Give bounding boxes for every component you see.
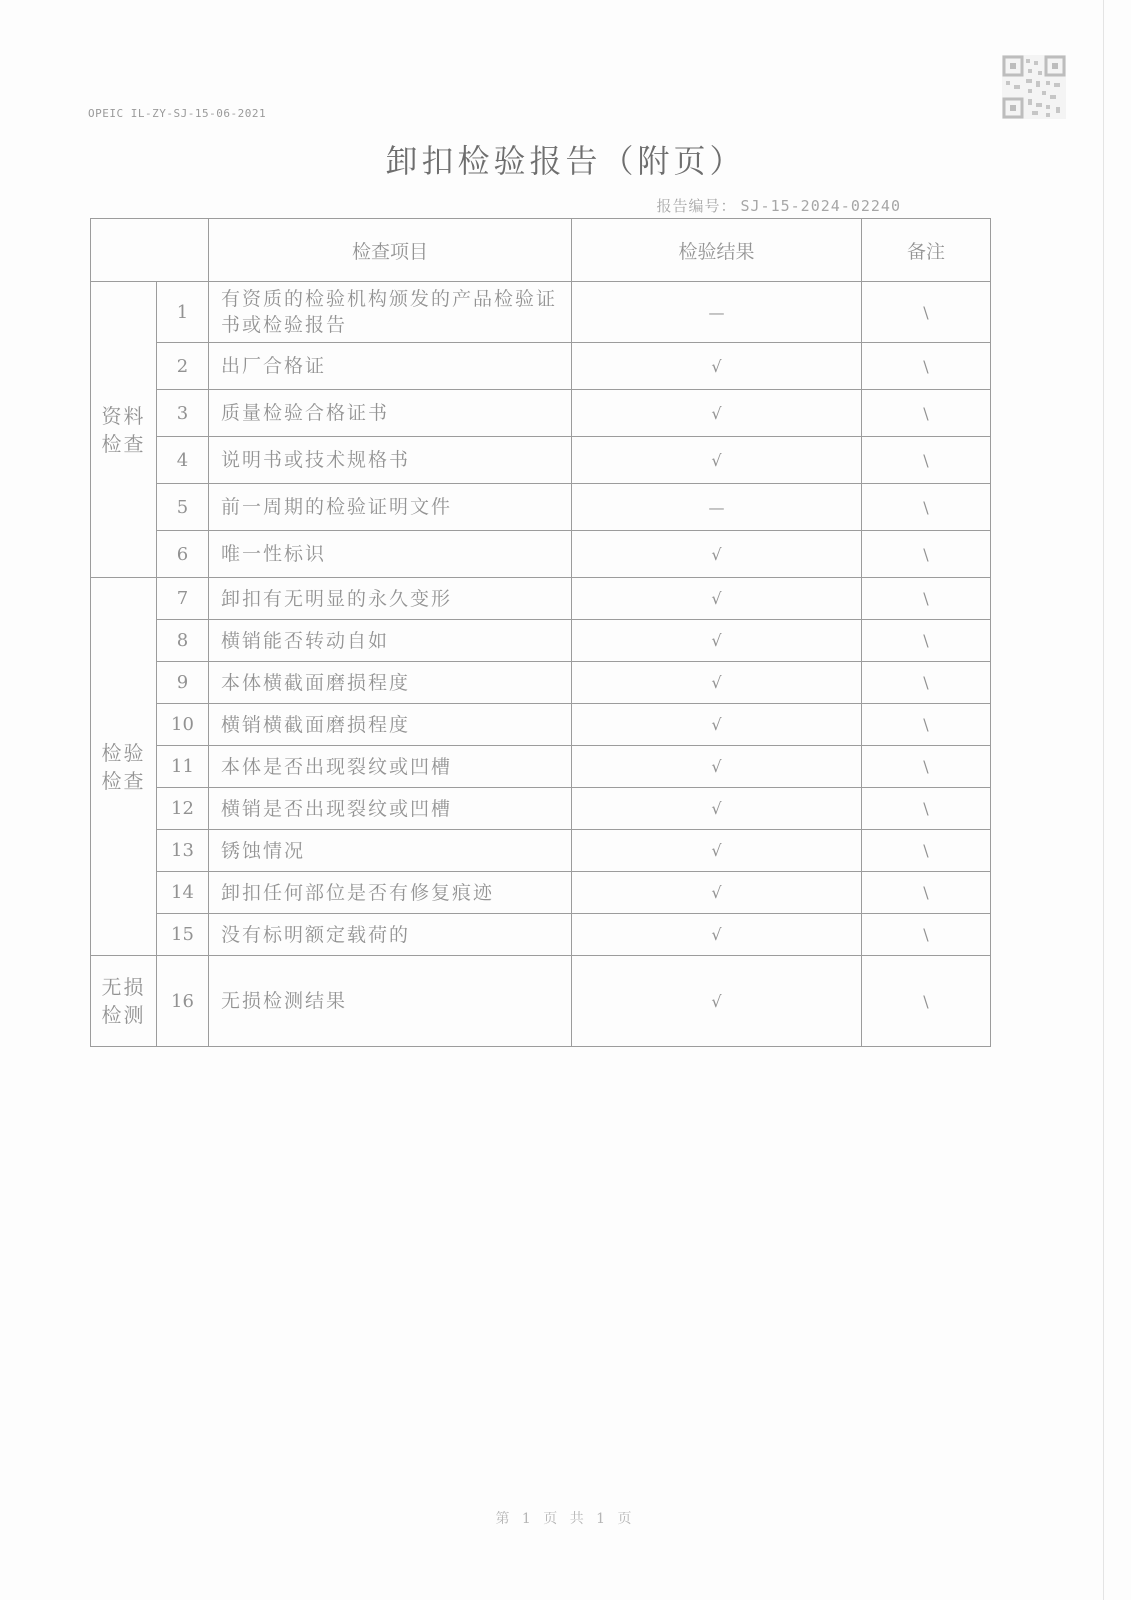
row-remark: \: [862, 704, 991, 746]
row-result: √: [572, 437, 862, 484]
row-item: 质量检验合格证书: [209, 390, 572, 437]
page-edge-line: [1103, 0, 1104, 1600]
row-item: 本体横截面磨损程度: [209, 662, 572, 704]
header-result: 检验结果: [572, 219, 862, 282]
row-remark: \: [862, 746, 991, 788]
row-result: √: [572, 578, 862, 620]
group-label: 无损检测: [101, 975, 146, 1027]
row-remark: \: [862, 282, 991, 343]
row-number: 13: [157, 830, 209, 872]
row-item: 横销横截面磨损程度: [209, 704, 572, 746]
row-item: 无损检测结果: [209, 956, 572, 1047]
report-number: [656, 195, 901, 216]
row-remark: \: [862, 343, 991, 390]
row-item: 锈蚀情况: [209, 830, 572, 872]
row-result: √: [572, 956, 862, 1047]
page-footer: 第 1 页 共 1 页: [495, 1511, 636, 1527]
qr-code-icon: [1002, 55, 1066, 119]
table-row: [91, 578, 991, 620]
table-header-row: [91, 219, 991, 282]
row-item: 说明书或技术规格书: [209, 437, 572, 484]
header-item: 检查项目: [209, 219, 572, 282]
row-number: 10: [157, 704, 209, 746]
table-row: [91, 956, 991, 1047]
table-row: [91, 390, 991, 437]
group-ndt: [91, 956, 157, 1047]
row-result: √: [572, 746, 862, 788]
row-item: 有资质的检验机构颁发的产品检验证书或检验报告: [209, 282, 572, 343]
group-label: 资料检查: [101, 403, 146, 456]
header-blank-cell: [91, 219, 209, 282]
group-document-check: [91, 282, 157, 578]
row-item: 卸扣有无明显的永久变形: [209, 578, 572, 620]
row-remark: \: [862, 578, 991, 620]
row-number: 14: [157, 872, 209, 914]
row-remark: \: [862, 830, 991, 872]
row-number: 1: [157, 282, 209, 343]
header-remark: 备注: [862, 219, 991, 282]
table-row: [91, 872, 991, 914]
row-item: 横销能否转动自如: [209, 620, 572, 662]
table-row: [91, 282, 991, 343]
table-row: [91, 704, 991, 746]
row-remark: \: [862, 437, 991, 484]
row-result: —: [572, 484, 862, 531]
row-number: 5: [157, 484, 209, 531]
report-number-value: SJ-15-2024-02240: [740, 197, 901, 215]
table-row: [91, 914, 991, 956]
document-code: OPEIC IL-ZY-SJ-15-06-2021: [88, 107, 267, 120]
row-remark: \: [862, 872, 991, 914]
row-number: 3: [157, 390, 209, 437]
group-inspection-check: [91, 578, 157, 956]
row-number: 15: [157, 914, 209, 956]
row-item: 横销是否出现裂纹或凹槽: [209, 788, 572, 830]
row-result: √: [572, 872, 862, 914]
row-number: 9: [157, 662, 209, 704]
row-remark: \: [862, 956, 991, 1047]
row-remark: \: [862, 620, 991, 662]
table-row: [91, 484, 991, 531]
row-number: 11: [157, 746, 209, 788]
row-result: √: [572, 390, 862, 437]
table-row: [91, 662, 991, 704]
row-remark: \: [862, 914, 991, 956]
row-result: √: [572, 704, 862, 746]
row-remark: \: [862, 484, 991, 531]
row-result: √: [572, 662, 862, 704]
report-number-label: 报告编号：: [656, 197, 737, 215]
row-item: 卸扣任何部位是否有修复痕迹: [209, 872, 572, 914]
row-remark: \: [862, 662, 991, 704]
row-result: —: [572, 282, 862, 343]
group-label: 检验检查: [101, 740, 146, 793]
row-number: 8: [157, 620, 209, 662]
table-row: [91, 830, 991, 872]
row-result: √: [572, 620, 862, 662]
row-result: √: [572, 788, 862, 830]
row-result: √: [572, 914, 862, 956]
inspection-table: [90, 218, 991, 1047]
row-number: 16: [157, 956, 209, 1047]
table-row: [91, 531, 991, 578]
row-number: 6: [157, 531, 209, 578]
row-remark: \: [862, 390, 991, 437]
row-number: 12: [157, 788, 209, 830]
row-result: √: [572, 343, 862, 390]
row-remark: \: [862, 788, 991, 830]
table-row: [91, 437, 991, 484]
row-result: √: [572, 830, 862, 872]
row-item: 没有标明额定载荷的: [209, 914, 572, 956]
row-number: 4: [157, 437, 209, 484]
row-number: 2: [157, 343, 209, 390]
row-number: 7: [157, 578, 209, 620]
row-result: √: [572, 531, 862, 578]
table-row: [91, 788, 991, 830]
table-row: [91, 620, 991, 662]
table-row: [91, 343, 991, 390]
page-title: 卸扣检验报告（附页）: [385, 142, 746, 180]
row-item: 前一周期的检验证明文件: [209, 484, 572, 531]
row-item: 本体是否出现裂纹或凹槽: [209, 746, 572, 788]
table-row: [91, 746, 991, 788]
row-item: 出厂合格证: [209, 343, 572, 390]
row-item: 唯一性标识: [209, 531, 572, 578]
row-remark: \: [862, 531, 991, 578]
